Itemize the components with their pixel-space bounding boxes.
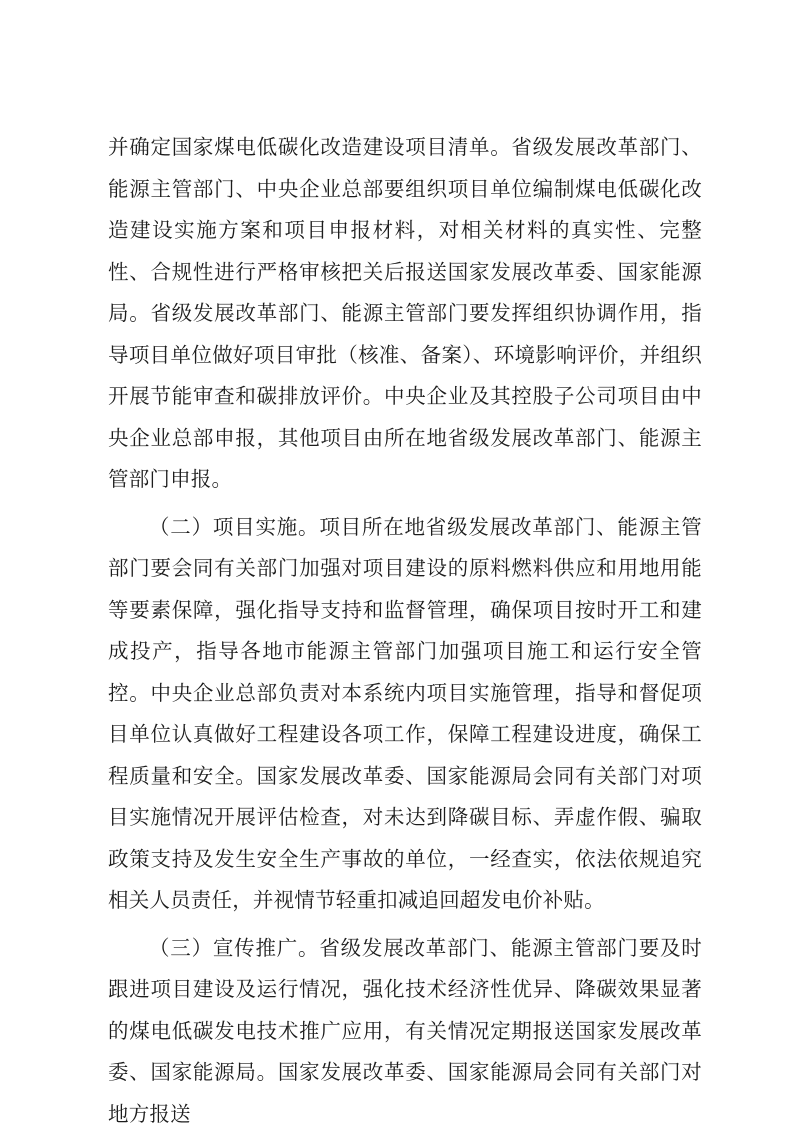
paragraph-continued: 并确定国家煤电低碳化改造建设项目清单。省级发展改革部门、能源主管部门、中央企业总部要组织项目单位编制煤电低碳化改造建设实施方案和项目申报材料，对相关材料的真实性、完整性、合规性进行严格审核把关后报送国家发展改革委、国家能源局。省级发展改革部门、能源主管部门要发挥组织协调作用，指导项目单位做好项目审批（核准、备案）、环境影响评价，并组织开展节能审查和碳排放评价。中央企业及其控股子公司项目由中央企业总部申报，其他项目由所在地省级发展改革部门、能源主管部门申报。	[108, 128, 702, 502]
paragraph-publicity-promotion: （三）宣传推广。省级发展改革部门、能源主管部门要及时跟进项目建设及运行情况，强化技术经济性优异、降碳效果显著的煤电低碳发电技术推广应用，有关情况定期报送国家发展改革委、国家能源局。国家发展改革委、国家能源局会同有关部门对地方报送	[108, 929, 702, 1136]
paragraph-project-implementation: （二）项目实施。项目所在地省级发展改革部门、能源主管部门要会同有关部门加强对项目建设的原料燃料供应和用地用能等要素保障，强化指导支持和监督管理，确保项目按时开工和建成投产，指导各地市能源主管部门加强项目施工和运行安全管控。中央企业总部负责对本系统内项目实施管理，指导和督促项目单位认真做好工程建设各项工作，保障工程建设进度，确保工程质量和安全。国家发展改革委、国家能源局会同有关部门对项目实施情况开展评估检查，对未达到降碳目标、弄虚作假、骗取政策支持及发生安全生产事故的单位，一经查实，依法依规追究相关人员责任，并视情节轻重扣减追回超发电价补贴。	[108, 508, 702, 923]
document-body	[108, 128, 702, 1136]
